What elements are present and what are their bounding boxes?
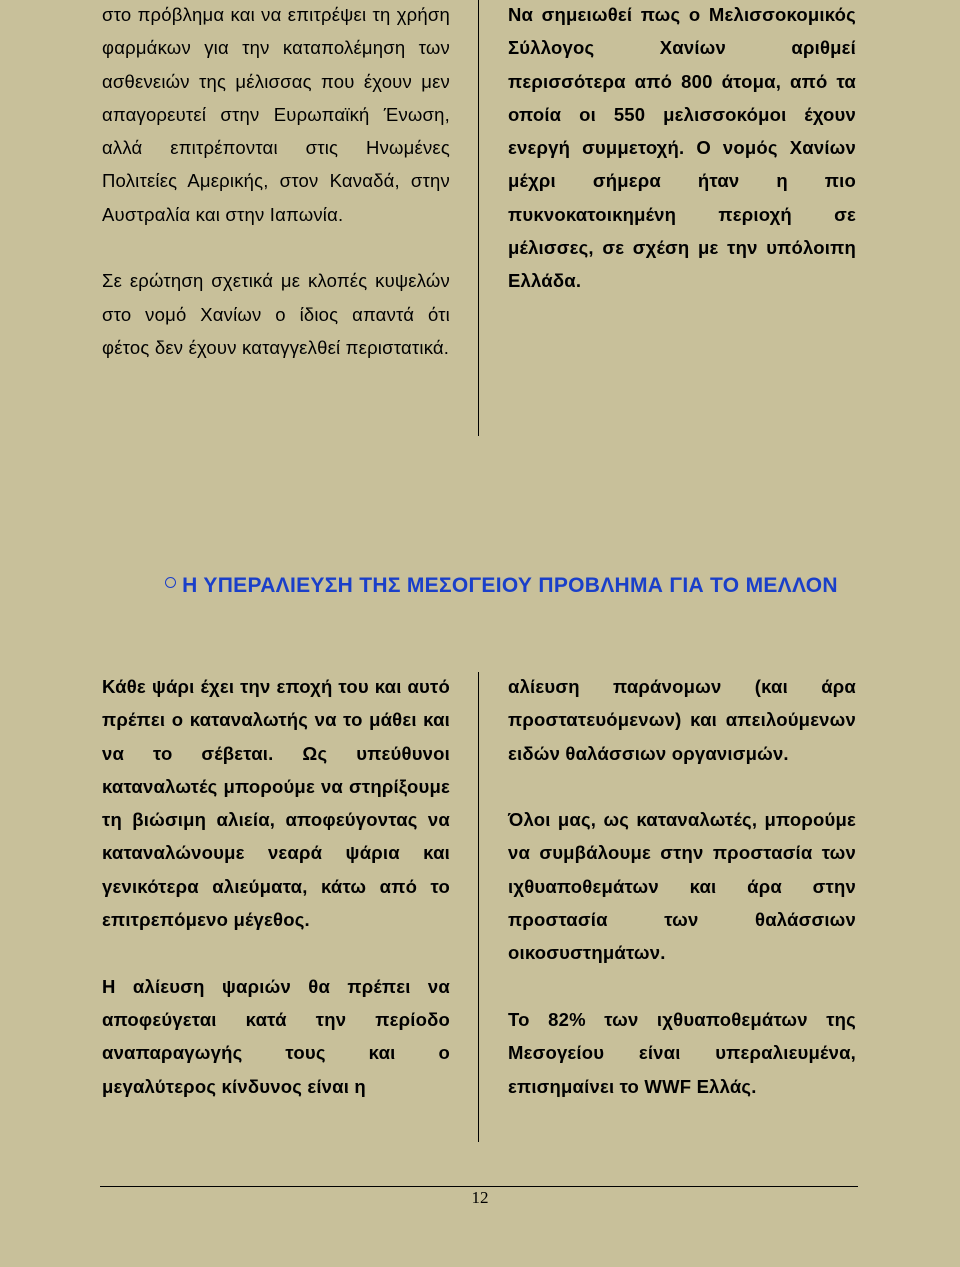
paragraph-fish-season: Κάθε ψάρι έχει την εποχή του και αυτό πρέπει ο καταναλωτής να το μάθει και να το σέβεται. Ως υπεύθυνοι καταναλωτές μπορούμε να στηρίξουμε τη βιώσιμη αλιεία, αποφεύγοντας να καταναλώνουμε νεαρά ψάρια και γενικότερα αλιεύματα, κάτω από το επιτρεπόμενο μέγεθος. bbox=[102, 676, 450, 931]
page-number: 12 bbox=[471, 1188, 489, 1207]
top-left-column bbox=[102, 0, 450, 364]
paragraph-hive-thefts: Σε ερώτηση σχετικά με κλοπές κυψελών στο νομό Χανίων ο ίδιος απαντά ότι φέτος δεν έχουν καταγγελθεί περιστατικά. bbox=[102, 270, 450, 358]
top-right-column bbox=[508, 0, 856, 298]
column-divider-top bbox=[478, 0, 479, 436]
paragraph-wwf-statistic: Το 82% των ιχθυαποθεμάτων της Μεσογείου είναι υπεραλιευμένα, επισημαίνει το WWF Ελλάς. bbox=[508, 1008, 856, 1097]
paragraph-beekeepers-association: Να σημειωθεί πως ο Μελισσοκομικός Σύλλογος Χανίων αριθμεί περισσότερα από 800 άτομα, από τα οποία οι 550 μελισσοκόμοι έχουν ενεργή συμμετοχή. Ο νομός Χανίων μέχρι σήμερα ήταν η πιο πυκνοκατοικημένη περιοχή σε μέλισσες, σε σχέση με την υπόλοιπη Ελλάδα. bbox=[508, 4, 856, 292]
bottom-left-column bbox=[102, 670, 450, 1103]
footer-rule bbox=[100, 1186, 858, 1187]
bottom-right-column bbox=[508, 670, 856, 1103]
paragraph-breeding-period: Η αλίευση ψαριών θα πρέπει να αποφεύγεται κατά την περίοδο αναπαραγωγής τους και ο μεγαλύτερος κίνδυνος είναι η bbox=[102, 975, 450, 1097]
paragraph-illegal-fishing: αλίευση παράνομων (και άρα προστατευόμενων) και απειλούμενων ειδών θαλάσσιων οργανισμών. bbox=[508, 676, 856, 764]
paragraph-consumers-contribute: Όλοι μας, ως καταναλωτές, μπορούμε να συμβάλουμε στην προστασία των ιχθυαποθεμάτων και άρα στην προστασία των θαλάσσιων οικοσυστημάτων. bbox=[508, 809, 856, 964]
section-heading: Η ΥΠΕΡΑΛΙΕΥΣΗ ΤΗΣ ΜΕΣΟΓΕΙΟΥ ΠΡΟΒΛΗΜΑ ΓΙΑ ΤΟ ΜΕΛΛΟΝ bbox=[182, 574, 838, 597]
column-divider-bottom bbox=[478, 672, 479, 1142]
paragraph-drugs-ban: στο πρόβλημα και να επιτρέψει τη χρήση φαρμάκων για την καταπολέμηση των ασθενειών της μέλισσας που έχουν μεν απαγορευτεί στην Ευρωπαϊκή Ένωση, αλλά επιτρέπονται στις Ηνωμένες Πολιτείες Αμερικής, στον Καναδά, στην Αυστραλία και στην Ιαπωνία. bbox=[102, 4, 450, 225]
